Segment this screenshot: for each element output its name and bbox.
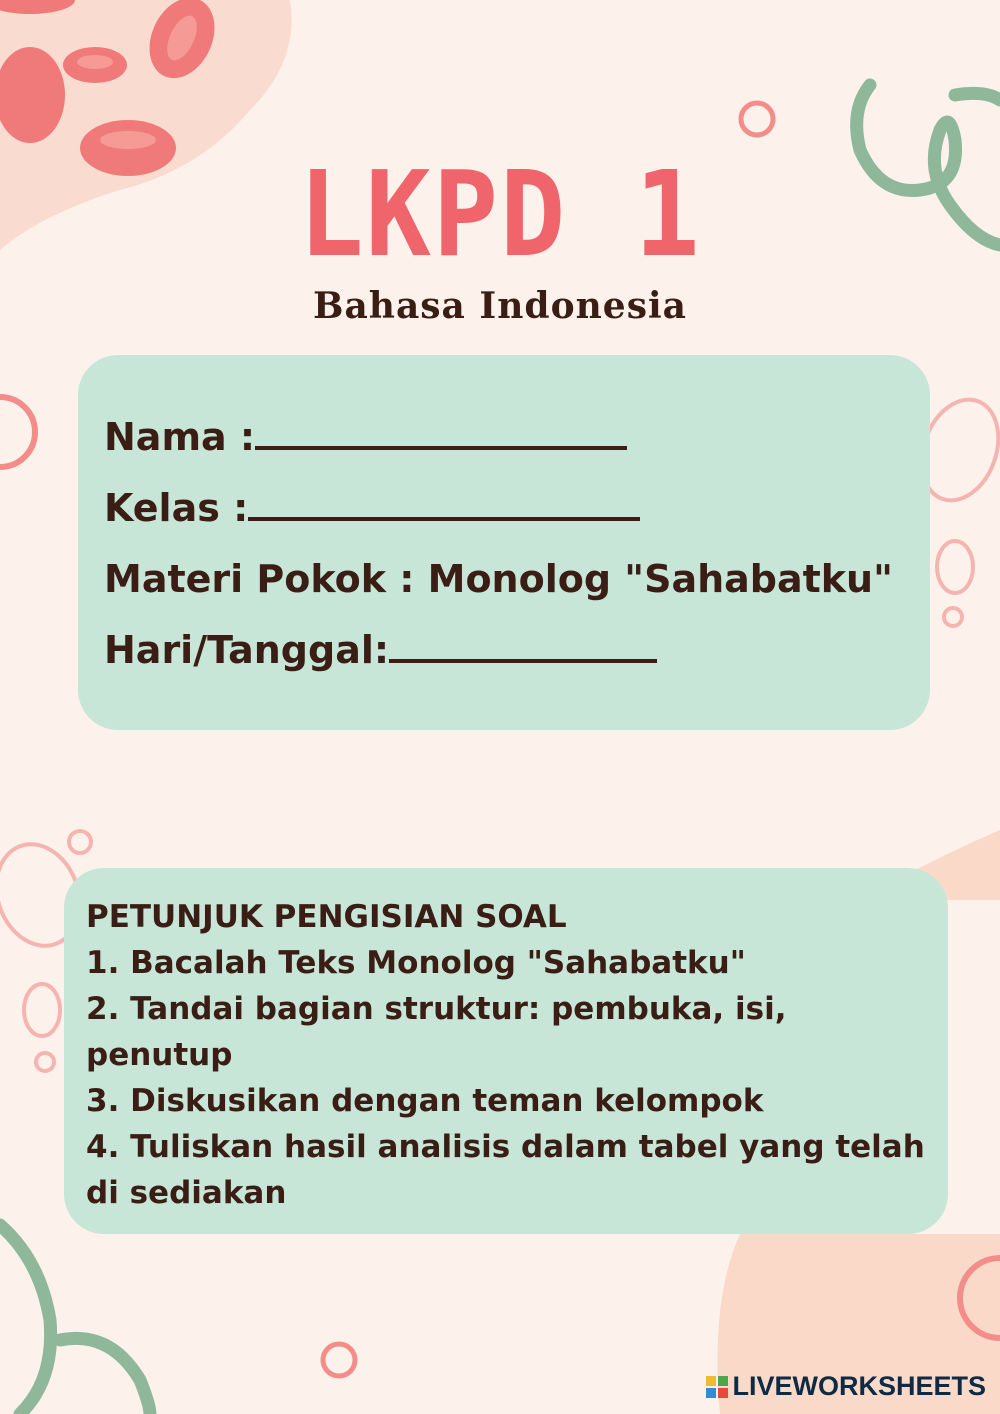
instruction-line: di sediakan <box>86 1175 287 1211</box>
instruction-line: 2. Tandai bagian struktur: pembuka, isi, <box>86 991 787 1027</box>
page-title: LKPD 1 <box>298 145 702 283</box>
nama-label: Nama : <box>104 415 256 459</box>
instruction-line: 3. Diskusikan dengan teman kelompok <box>86 1083 764 1119</box>
instruction-line: 1. Bacalah Teks Monolog "Sahabatku" <box>86 945 746 981</box>
instructions-heading: PETUNJUK PENGISIAN SOAL <box>86 899 567 935</box>
nama-blank[interactable] <box>255 416 627 450</box>
nama-field <box>104 415 627 459</box>
hari-blank[interactable] <box>389 629 657 663</box>
hari-field <box>104 628 657 672</box>
student-info-card <box>78 355 930 730</box>
instruction-line: 4. Tuliskan hasil analisis dalam tabel yang telah <box>86 1129 925 1165</box>
instructions-list <box>86 894 931 1216</box>
hari-label: Hari/Tanggal: <box>104 628 390 672</box>
brand-text: LIVEWORKSHEETS <box>732 1371 986 1401</box>
liveworksheets-grid-icon <box>706 1376 728 1398</box>
page-subtitle: Bahasa Indonesia <box>313 285 687 327</box>
kelas-blank[interactable] <box>248 487 640 521</box>
materi-field: Materi Pokok : Monolog "Sahabatku" <box>104 557 893 601</box>
instruction-line: penutup <box>86 1037 233 1073</box>
kelas-label: Kelas : <box>104 486 249 530</box>
instructions-card <box>64 868 948 1234</box>
liveworksheets-logo <box>706 1371 986 1402</box>
kelas-field <box>104 486 640 530</box>
